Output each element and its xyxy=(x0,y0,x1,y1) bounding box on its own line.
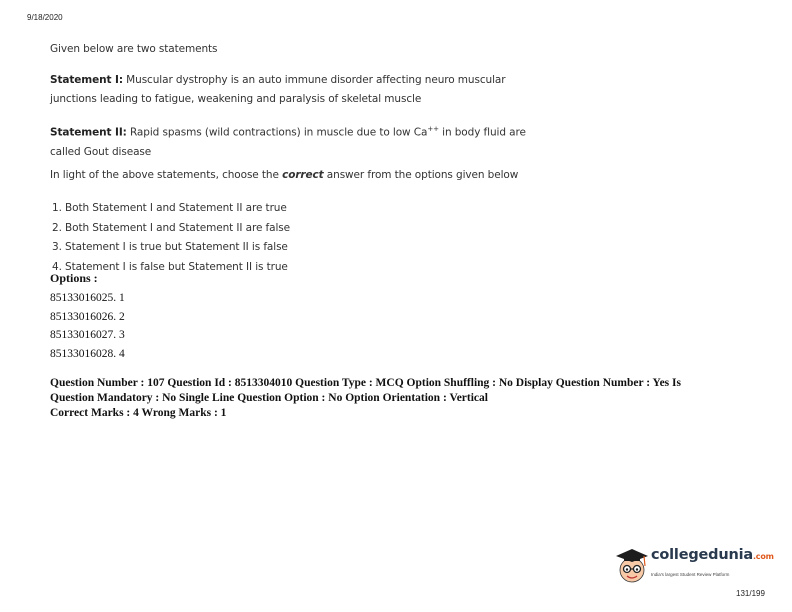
question-intro: Given below are two statements xyxy=(50,43,218,55)
page-number: 131/199 xyxy=(736,589,765,598)
print-date: 9/18/2020 xyxy=(27,13,63,22)
prompt-text-b: answer from the options given below xyxy=(323,169,519,181)
statement-1-text: Muscular dystrophy is an auto immune disorder affecting neuro muscular junctions leading to fatigue, weakening and paralysis of skeletal muscle xyxy=(50,74,506,105)
metadata-line: Correct Marks : 4 Wrong Marks : 1 xyxy=(50,407,227,419)
statement-2-text-a: Rapid spasms (wild contractions) in muscle due to low Ca xyxy=(126,126,428,139)
option-item: 85133016026. 2 xyxy=(50,310,125,323)
choice-item: 3. Statement I is true but Statement II is false xyxy=(52,241,288,253)
option-item: 85133016028. 4 xyxy=(50,347,125,360)
metadata-line: Question Number : 107 Question Id : 8513304010 Question Type : MCQ Option Shuffling : No Display Question Number : Yes Is xyxy=(50,377,681,389)
brand-tagline: India's largest Student Review Platform xyxy=(651,572,730,577)
question-metadata xyxy=(50,376,750,421)
statement-1-label: Statement I: xyxy=(50,74,123,86)
question-prompt xyxy=(50,169,518,181)
choice-item: 1. Both Statement I and Statement II are true xyxy=(52,202,287,214)
metadata-line: Question Mandatory : No Single Line Question Option : No Option Orientation : Vertical xyxy=(50,392,488,404)
statement-2 xyxy=(50,120,530,162)
choice-item: 4. Statement I is false but Statement II is true xyxy=(52,260,288,273)
option-item: 85133016027. 3 xyxy=(50,329,125,341)
brand-suffix: .com xyxy=(752,552,774,561)
prompt-text-a: In light of the above statements, choose the xyxy=(50,169,283,181)
statement-2-superscript: ++ xyxy=(427,125,439,133)
statement-2-text-b: in body fluid are called Gout disease xyxy=(50,126,526,158)
choice-item: 2. Both Statement I and Statement II are false xyxy=(52,221,291,234)
option-item: 85133016025. 1 xyxy=(50,292,125,304)
prompt-emphasis: correct xyxy=(282,169,324,181)
brand-name xyxy=(651,547,774,563)
brand-text: collegedunia xyxy=(651,547,753,563)
answer-choices xyxy=(52,199,290,277)
statement-2-label: Statement II: xyxy=(50,126,127,139)
options-heading: Options : xyxy=(50,271,98,285)
statement-1 xyxy=(50,71,530,109)
mascot-logo-icon xyxy=(614,546,650,586)
options-list xyxy=(50,289,125,363)
